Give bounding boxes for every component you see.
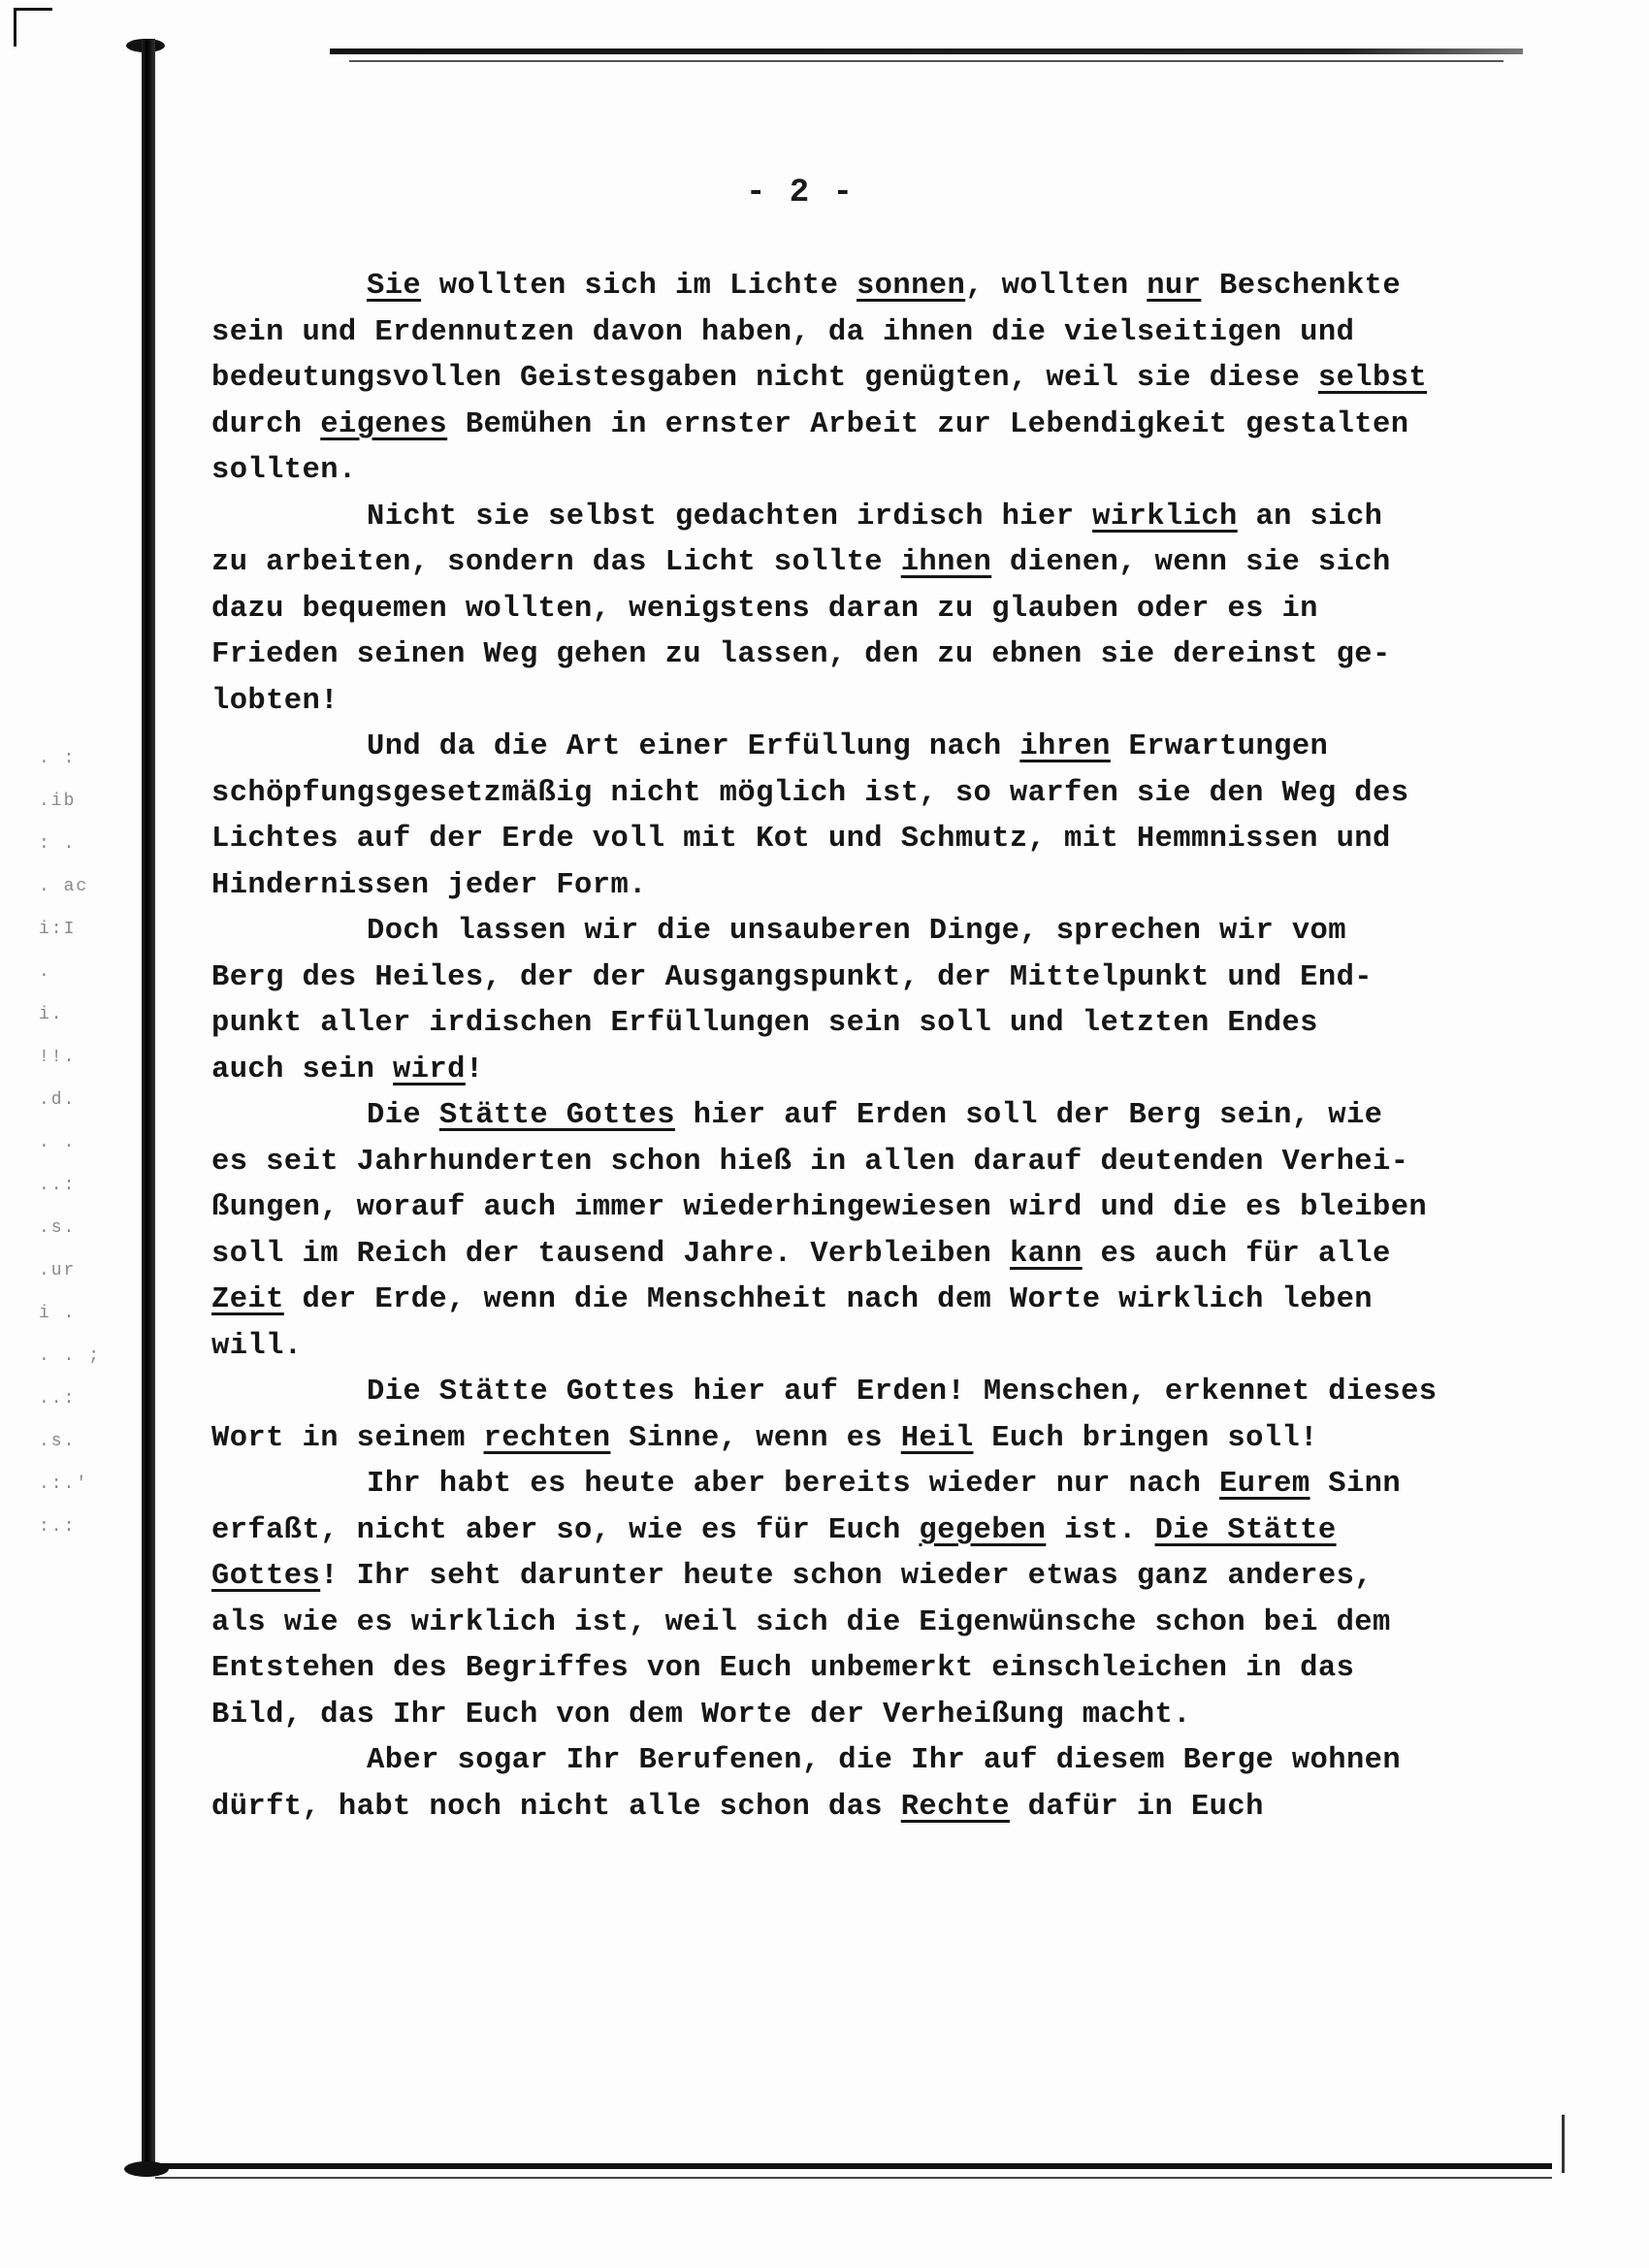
text-line: [211, 817, 1492, 863]
margin-mark: :.:: [39, 1517, 77, 1537]
text-line: [211, 495, 1492, 541]
text-run: dienen, wenn sie sich: [991, 546, 1391, 579]
text-line: [211, 1048, 1492, 1094]
text-line: [211, 863, 1492, 910]
text-run: dazu bequemen wollten, wenigstens daran zu glauben oder es in: [211, 592, 1318, 626]
underlined-text: ihren: [1019, 730, 1111, 763]
text-run: Ihr habt es heute aber bereits wieder nur nach: [367, 1468, 1220, 1501]
text-line: [211, 1001, 1492, 1048]
margin-mark: .s.: [39, 1432, 77, 1451]
text-run: zu arbeiten, sondern das Licht sollte: [211, 546, 901, 579]
frame-corner-horizontal: [14, 8, 52, 11]
binding-spine: [142, 39, 155, 2173]
margin-mark: ..:: [39, 1176, 77, 1195]
text-run: !: [465, 1053, 484, 1086]
bottom-rule-thin: [155, 2177, 1552, 2179]
text-line: [211, 679, 1492, 726]
text-run: Bemühen in ernster Arbeit zur Lebendigkeit gestalten: [447, 407, 1409, 441]
text-run: erfaßt, nicht aber so, wie es für Euch: [211, 1513, 920, 1547]
text-line: [211, 725, 1492, 771]
right-edge-rule: [1562, 2115, 1565, 2173]
margin-mark: . :: [39, 749, 77, 768]
text-line: [211, 1370, 1492, 1416]
text-line: [211, 632, 1492, 679]
text-run: durch: [211, 407, 321, 441]
paragraph: [211, 1093, 1492, 1370]
text-run: Sinn: [1310, 1468, 1402, 1501]
margin-bleedthrough-marks: [39, 737, 126, 1548]
top-rule: [330, 49, 1523, 54]
margin-mark: i .: [39, 1304, 77, 1323]
underlined-text: rechten: [483, 1421, 611, 1455]
underlined-text: eigenes: [320, 407, 448, 441]
margin-mark: .s.: [39, 1218, 77, 1238]
text-run: Sinne, wenn es: [610, 1421, 901, 1455]
underlined-text: Rechte: [900, 1790, 1010, 1824]
text-line: [211, 1508, 1492, 1555]
text-line: [211, 1093, 1492, 1140]
text-line: [211, 540, 1492, 587]
underlined-text: Zeit: [211, 1283, 284, 1316]
underlined-text: Heil: [900, 1421, 974, 1455]
page-number: - 2 -: [745, 175, 856, 211]
text-line: [211, 448, 1492, 495]
margin-mark: . ac: [39, 877, 89, 896]
text-line: [211, 771, 1492, 818]
text-run: sollten.: [211, 454, 357, 487]
text-run: wollten sich im Lichte: [421, 270, 857, 303]
text-run: will.: [211, 1329, 303, 1363]
text-line: [211, 1738, 1492, 1785]
text-run: Frieden seinen Weg gehen zu lassen, den zu ebnen sie dereinst ge-: [211, 638, 1391, 671]
text-run: Die Stätte Gottes hier auf Erden! Menschen, erkennet dieses: [367, 1376, 1438, 1409]
margin-mark: !!.: [39, 1048, 77, 1067]
text-run: ßungen, worauf auch immer wiederhingewiesen wird und die es bleiben: [211, 1191, 1428, 1224]
margin-mark: ..:: [39, 1389, 77, 1409]
paragraph: [211, 1738, 1492, 1831]
margin-mark: i:I: [39, 920, 77, 939]
text-run: Wort in seinem: [211, 1421, 484, 1455]
margin-mark: . . ;: [39, 1346, 102, 1366]
text-line: [211, 1324, 1492, 1371]
underlined-text: nur: [1147, 270, 1202, 303]
frame-corner-vertical: [14, 8, 16, 47]
underlined-text: gegeben: [919, 1513, 1047, 1547]
margin-mark: .d.: [39, 1090, 77, 1110]
text-line: [211, 356, 1492, 403]
text-line: [211, 1416, 1492, 1463]
text-run: dürft, habt noch nicht alle schon das: [211, 1790, 901, 1824]
paragraph: [211, 725, 1492, 909]
text-run: ist.: [1046, 1513, 1155, 1547]
margin-mark: .: [39, 962, 51, 982]
text-run: hier auf Erden soll der Berg sein, wie: [674, 1099, 1383, 1132]
underlined-text: Stätte Gottes: [438, 1099, 675, 1132]
text-run: Aber sogar Ihr Berufenen, die Ihr auf diesem Berge wohnen: [367, 1744, 1402, 1777]
paragraph: [211, 1370, 1492, 1462]
text-run: Hindernissen jeder Form.: [211, 868, 647, 902]
text-line: [211, 1462, 1492, 1508]
margin-mark: .:.': [39, 1474, 89, 1494]
text-run: Die: [367, 1099, 439, 1132]
text-run: dafür in Euch: [1009, 1790, 1264, 1824]
text-line: [211, 956, 1492, 1002]
text-run: auch sein: [211, 1053, 394, 1086]
text-run: lobten!: [211, 684, 339, 718]
underlined-text: wird: [393, 1053, 466, 1086]
text-run: sein und Erdennutzen davon haben, da ihnen die vielseitigen und: [211, 315, 1355, 349]
text-line: [211, 1601, 1492, 1647]
body-text: [211, 264, 1492, 1831]
text-line: [211, 1185, 1492, 1232]
margin-mark: .ur: [39, 1261, 77, 1280]
underlined-text: ihnen: [900, 546, 992, 579]
text-run: Euch bringen soll!: [973, 1421, 1318, 1455]
text-run: es auch für alle: [1082, 1237, 1391, 1271]
text-run: Beschenkte: [1201, 270, 1402, 303]
text-line: [211, 1232, 1492, 1279]
text-line: [211, 909, 1492, 956]
underlined-text: selbst: [1317, 362, 1428, 395]
text-run: bedeutungsvollen Geistesgaben nicht genügten, weil sie diese: [211, 362, 1318, 395]
underlined-text: Eurem: [1219, 1468, 1310, 1501]
underlined-text: wirklich: [1092, 500, 1238, 534]
text-run: schöpfungsgesetzmäßig nicht möglich ist, so warfen sie den Weg des: [211, 776, 1409, 810]
text-line: [211, 1278, 1492, 1324]
top-rule-thin: [349, 60, 1504, 62]
text-line: [211, 264, 1492, 310]
text-line: [211, 403, 1492, 449]
margin-mark: .ib: [39, 792, 77, 811]
text-run: Nicht sie selbst gedachten irdisch hier: [367, 500, 1093, 534]
text-run: der Erde, wenn die Menschheit nach dem Worte wirklich leben: [283, 1283, 1373, 1316]
text-line: [211, 1693, 1492, 1739]
text-run: , wollten: [965, 270, 1148, 303]
text-run: an sich: [1237, 500, 1383, 534]
text-run: Erwartungen: [1110, 730, 1329, 763]
paragraph: [211, 909, 1492, 1093]
text-line: [211, 310, 1492, 357]
text-run: Entstehen des Begriffes von Euch unbemerkt einschleichen in das: [211, 1652, 1355, 1685]
text-run: Lichtes auf der Erde voll mit Kot und Schmutz, mit Hemmnissen und: [211, 823, 1391, 856]
text-run: Und da die Art einer Erfüllung nach: [367, 730, 1020, 763]
paragraph: [211, 1462, 1492, 1738]
text-run: punkt aller irdischen Erfüllungen sein soll und letzten Endes: [211, 1007, 1318, 1040]
margin-mark: . .: [39, 1133, 77, 1152]
text-line: [211, 1140, 1492, 1186]
text-line: [211, 1646, 1492, 1693]
text-run: soll im Reich der tausend Jahre. Verbleiben: [211, 1237, 1010, 1271]
paragraph: [211, 264, 1492, 495]
underlined-text: Gottes: [211, 1560, 321, 1593]
text-run: als wie es wirklich ist, weil sich die Eigenwünsche schon bei dem: [211, 1605, 1391, 1639]
margin-mark: : .: [39, 834, 77, 854]
text-run: es seit Jahrhunderten schon hieß in allen darauf deutenden Verhei-: [211, 1145, 1409, 1179]
text-run: ! Ihr seht darunter heute schon wieder etwas ganz anderes,: [320, 1560, 1373, 1593]
bottom-rule: [155, 2163, 1552, 2169]
text-run: Doch lassen wir die unsauberen Dinge, sprechen wir vom: [367, 915, 1346, 948]
underlined-text: sonnen: [856, 270, 966, 303]
text-run: Bild, das Ihr Euch von dem Worte der Verheißung macht.: [211, 1698, 1191, 1732]
text-line: [211, 1785, 1492, 1831]
margin-mark: i.: [39, 1005, 64, 1024]
paragraph: [211, 495, 1492, 726]
underlined-text: Die Stätte: [1154, 1513, 1337, 1547]
underlined-text: Sie: [367, 270, 422, 303]
text-line: [211, 1554, 1492, 1601]
text-run: Berg des Heiles, der der Ausgangspunkt, der Mittelpunkt und End-: [211, 960, 1373, 994]
underlined-text: kann: [1009, 1237, 1083, 1271]
text-line: [211, 587, 1492, 633]
